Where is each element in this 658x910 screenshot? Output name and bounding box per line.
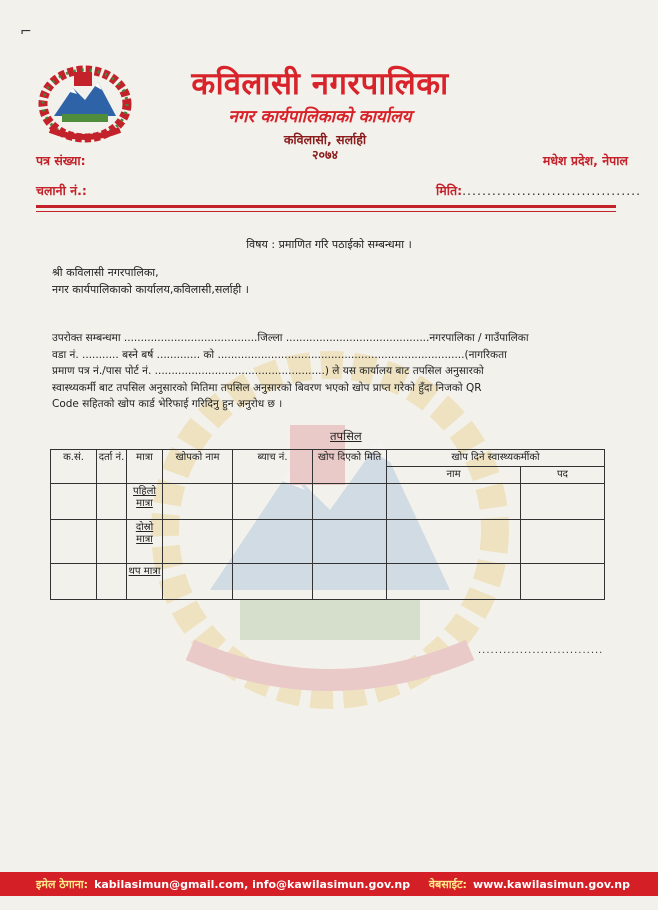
header-rule-thick [36, 205, 616, 208]
dose-cell: दोस्रो मात्रा [127, 520, 163, 564]
col-vaccine-name: खोपको नाम [163, 450, 233, 484]
col-health-worker: खोप दिने स्वास्थ्यकर्मीको [387, 450, 605, 467]
body-line-5: Code सहितको खोप कार्ड भेरिफाई गरिदिनु हुन अनुरोध छ । [52, 398, 283, 410]
subject-line: विषय : प्रमाणित गरि पठाईको सम्बन्धमा । [246, 238, 412, 251]
date-field [436, 182, 641, 199]
table-row [51, 520, 605, 564]
body-line-4: स्वास्थ्यकर्मी बाट तपसिल अनुसारको मितिमा तपसिल अनुसारको बिवरण भएको खोप प्राप्त गरेको हुँदा निजको QR [52, 381, 482, 394]
org-name: कविलासी नगरपालिका [191, 66, 449, 102]
col-sn: क.सं. [51, 450, 97, 484]
col-dose: मात्रा [127, 450, 163, 484]
signature-line: .............................. [478, 645, 604, 656]
place-year [225, 132, 425, 162]
dispatch-no-label: चलानी नं.: [36, 183, 87, 198]
letter-no-label: पत्र संख्या: [36, 153, 86, 168]
letter-body [52, 330, 610, 413]
nepal-emblem-icon [38, 64, 132, 146]
body-line-2: वडा नं. ........... बस्ने बर्ष ............. को ..........................................................................(नागरिकता [52, 348, 507, 361]
year: २०७४ [311, 147, 338, 162]
corner-mark: ⌐ [20, 24, 32, 40]
header-rule-thin [36, 211, 616, 212]
table-row [51, 564, 605, 600]
address-line-2: नगर कार्यपालिकाको कार्यालय,कविलासी,सर्लाही । [52, 283, 249, 296]
footer-bar [0, 872, 658, 896]
recipient-address [52, 264, 249, 298]
office-name: नगर कार्यपालिकाको कार्यालय [228, 107, 412, 127]
address-line-1: श्री कविलासी नगरपालिका, [52, 266, 159, 279]
body-line-1: उपरोक्त सम्बन्धमा ........................................जिल्ला ...........................................नगरपालिका / गाउँपालिका [52, 332, 529, 344]
province: मधेश प्रदेश, नेपाल [542, 153, 628, 168]
table-row [51, 484, 605, 520]
website-value[interactable]: www.kawilasimun.gov.np [472, 877, 630, 891]
dose-cell: थप मात्रा [127, 564, 163, 600]
table-title: तपसिल [330, 429, 362, 443]
col-reg-no: दर्ता नं. [97, 450, 127, 484]
body-line-3: प्रमाण पत्र नं./पास पोर्ट नं. ...................................................) ले यस कार्यालय बाट तपसिल अनुसारको [52, 365, 484, 377]
col-vaccinated-date: खोप दिएको मिति [313, 450, 387, 484]
col-hw-name: नाम [387, 467, 521, 484]
place: कविलासी, सर्लाही [283, 132, 367, 147]
email-label: इमेल ठेगाना: [36, 877, 89, 891]
email-value[interactable]: kabilasimun@gmail.com, info@kawilasimun.gov.np [94, 877, 411, 891]
col-hw-post: पद [521, 467, 605, 484]
col-batch-no: ब्याच नं. [233, 450, 313, 484]
date-label: मिति: [436, 183, 463, 198]
date-dots: .................................... [462, 183, 642, 198]
table-header-row [51, 450, 605, 467]
vaccination-table [50, 449, 605, 600]
dose-cell: पहिलो मात्रा [127, 484, 163, 520]
website-label: वेबसाईट: [428, 877, 467, 891]
